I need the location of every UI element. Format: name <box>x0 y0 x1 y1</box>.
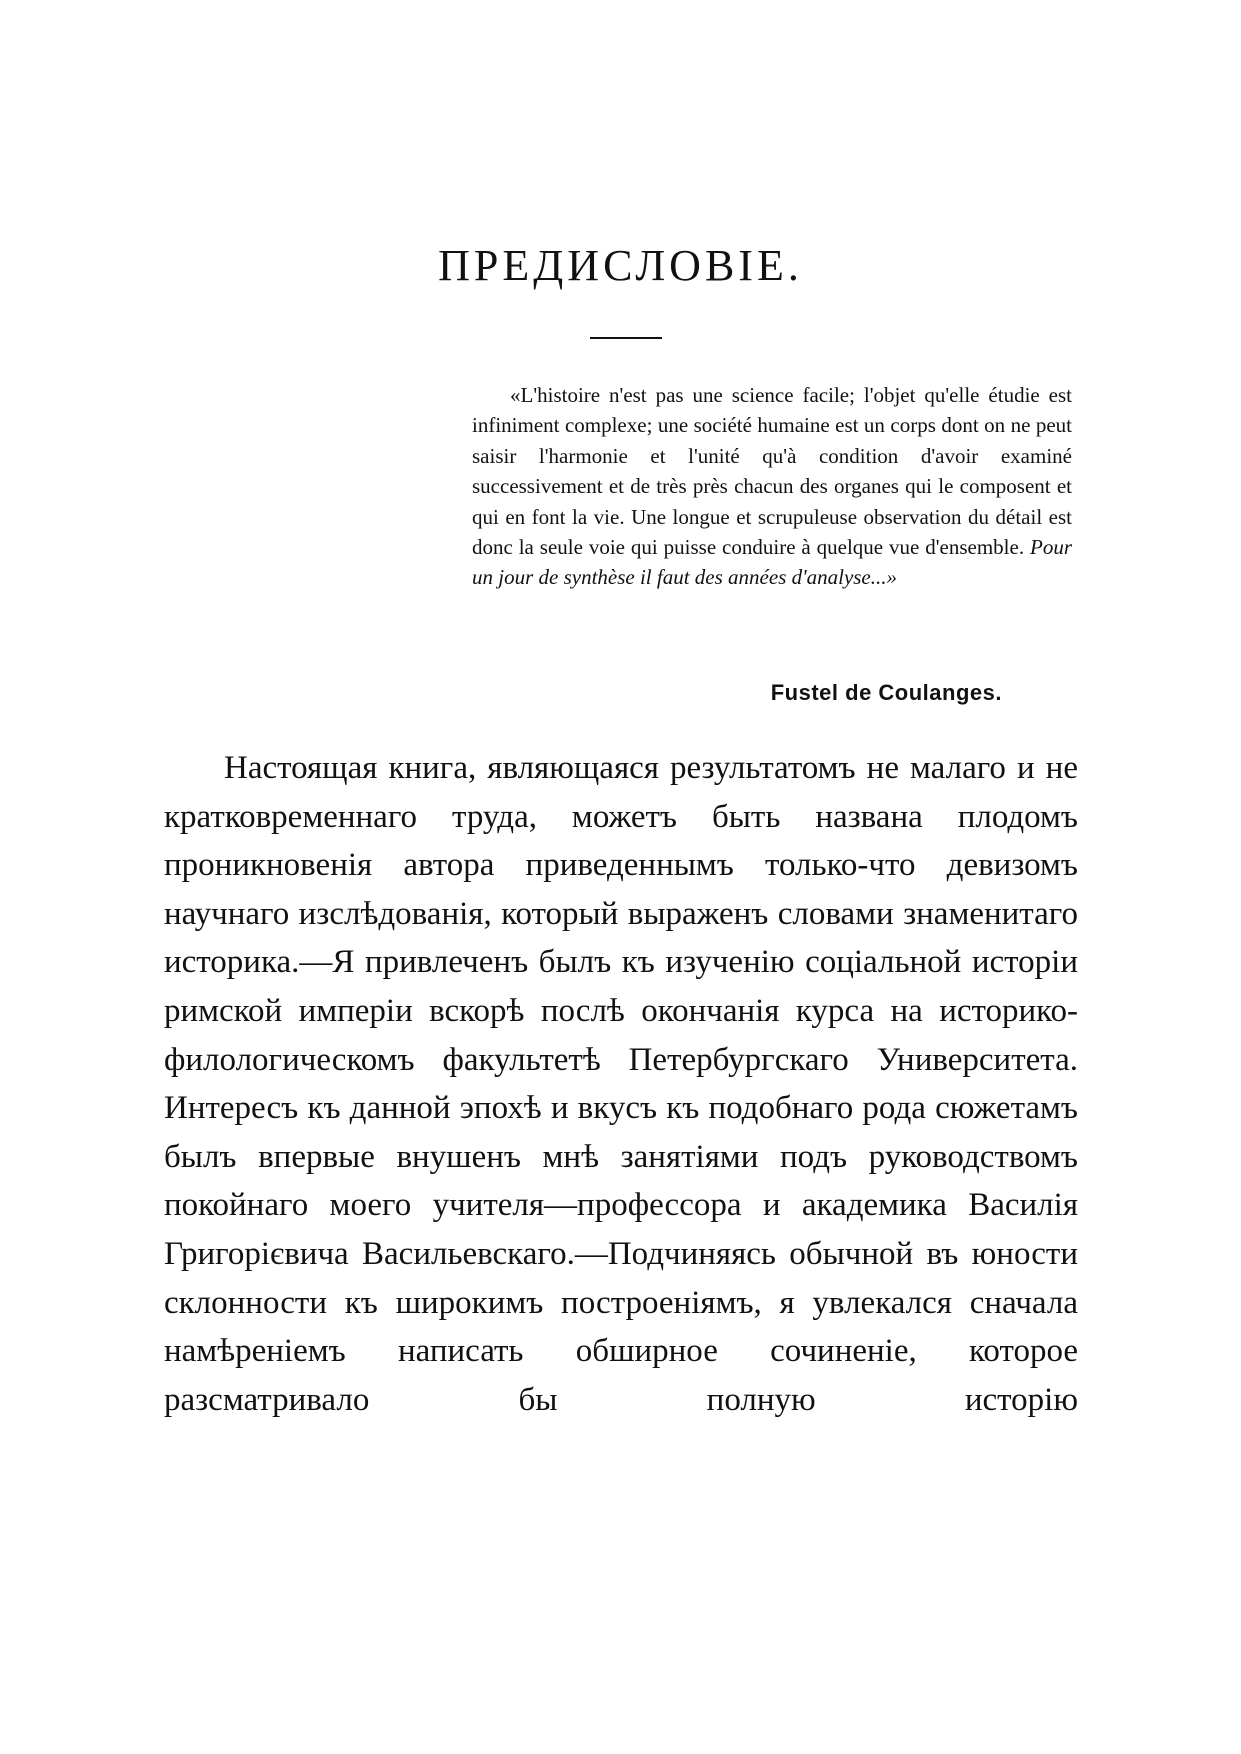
epigraph-italic-text: Pour un jour de synthèse il faut des années d'analyse...» <box>472 535 1072 590</box>
body-text <box>164 744 1078 1424</box>
page-title: ПРЕДИСЛОВІЕ. <box>438 241 803 290</box>
epigraph <box>472 380 1072 593</box>
epigraph-quote <box>472 380 1072 593</box>
title-divider <box>590 337 662 339</box>
epigraph-text: «L'histoire n'est pas une science facile; l'objet qu'elle étudie est infiniment complexe; une société humaine est un corps dont on ne peut saisir l'harmonie et l'unité qu'à condition d'avoir examiné successivement et de très près chacun des organes qui le composent et qui en font la vie. Une longue et scrupuleuse observation du détail est donc la seule voie qui puisse conduire à quelque vue d'ensemble. <box>472 383 1072 560</box>
epigraph-attribution: Fustel de Coulanges. <box>770 680 1002 705</box>
body-paragraph: Настоящая книга, являющаяся результатомъ не малаго и не кратковременнаго труда, можетъ быть названа плодомъ проникновенія автора приведеннымъ только-что девизомъ научнаго изслѣдованія, который выраженъ словами знаменитаго историка.—Я привлеченъ былъ къ изученію соціальной исторіи римской имперіи вскорѣ послѣ окончанія курса на историко-филологическомъ факультетѣ Петербургскаго Университета. Интересъ къ данной эпохѣ и вкусъ къ подобнаго рода сюжетамъ былъ впервые внушенъ мнѣ занятіями подъ руководствомъ покойнаго моего учителя—профессора и академика Василія Григорієвича Васильевскаго.—Подчиняясь обычной въ юности склонности къ широкимъ построеніямъ, я увлекался сначала намѣреніемъ написать обширное сочиненіе, которое разсматривало бы полную исторію <box>164 750 1078 1418</box>
